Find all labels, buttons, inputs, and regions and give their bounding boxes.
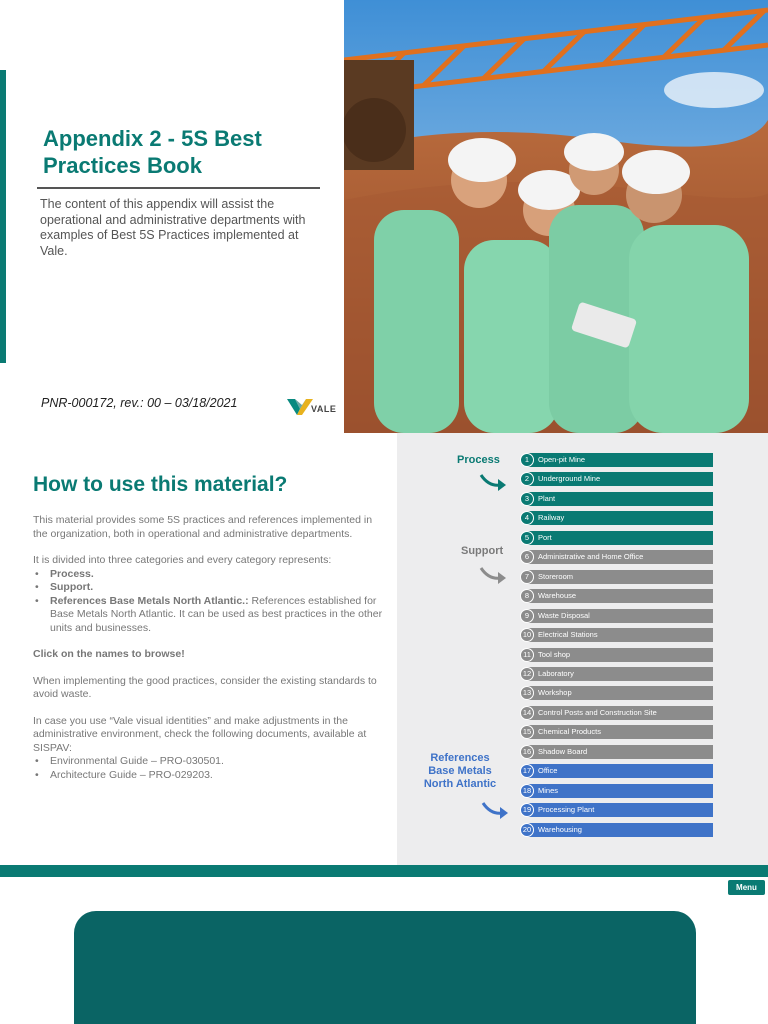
document-item[interactable]: • Architecture Guide – PRO-029203.	[33, 769, 383, 783]
title-divider	[37, 187, 320, 189]
workers-photo	[344, 0, 768, 433]
menu-button[interactable]: Menu	[728, 880, 765, 895]
visual-ids-text: In case you use “Vale visual identities” and make adjustments in the administrative environment, check the following documents, available at SISPAV:	[33, 714, 367, 754]
category-list	[33, 568, 383, 636]
vale-logo-icon	[287, 397, 313, 415]
category-item-12[interactable]	[520, 667, 713, 681]
category-item-6[interactable]	[520, 550, 713, 564]
item-label: Open-pit Mine	[538, 455, 586, 464]
item-number-badge: 16	[520, 745, 534, 759]
document-reference: PNR-000172, rev.: 00 – 03/18/2021	[41, 396, 238, 410]
item-label: Underground Mine	[538, 474, 601, 484]
item-label: Railway	[538, 513, 565, 523]
item-number-badge: 6	[520, 550, 534, 564]
accent-bar	[0, 70, 6, 363]
howto-body	[33, 514, 383, 782]
document-list	[33, 755, 383, 782]
divided-text: It is divided into three categories and every category represents:	[33, 554, 332, 566]
item-label: Workshop	[538, 688, 572, 698]
item-number-badge: 7	[520, 570, 534, 584]
cover-description: The content of this appendix will assist the operational and administrative departments with examples of Best 5S Practices implemented at Vale.	[40, 197, 306, 258]
item-label: Electrical Stations	[538, 630, 598, 640]
item-label: Administrative and Home Office	[538, 552, 644, 562]
category-support: • Support.	[33, 581, 383, 595]
item-label: Shadow Board	[538, 746, 588, 756]
item-number-badge: 1	[520, 453, 534, 467]
vale-logo-text: VALE	[311, 404, 337, 414]
item-number-badge: 10	[520, 628, 534, 642]
category-references: • References Base Metals North Atlantic.: References established for Base Metals North Atlantic. It can be used as best practices in the other units and businesses.	[33, 595, 383, 636]
item-number-badge: 4	[520, 511, 534, 525]
item-number-badge: 9	[520, 609, 534, 623]
item-label: Port	[538, 532, 552, 542]
category-item-1[interactable]	[520, 453, 713, 467]
category-item-10[interactable]	[520, 628, 713, 642]
item-number-badge: 2	[520, 472, 534, 486]
next-slide-card	[74, 911, 696, 1024]
vale-logo	[287, 395, 343, 419]
item-label: Storeroom	[538, 571, 574, 581]
item-label: Warehouse	[538, 591, 577, 601]
item-label: Warehousing	[538, 824, 582, 834]
howto-title: How to use this material?	[33, 473, 288, 496]
item-label: Processing Plant	[538, 805, 595, 815]
implementing-text: When implementing the good practices, consider the existing standards to avoid waste.	[33, 674, 377, 700]
item-label: Control Posts and Construction Site	[538, 707, 657, 717]
category-item-13[interactable]	[520, 686, 713, 700]
category-item-5[interactable]	[520, 531, 713, 545]
item-number-badge: 8	[520, 589, 534, 603]
category-process: • Process.	[33, 568, 383, 582]
item-label: Office	[538, 766, 558, 776]
process-arrow-icon	[479, 471, 507, 493]
click-hint: Click on the names to browse!	[33, 648, 185, 660]
item-number-badge: 15	[520, 725, 534, 739]
item-label: Mines	[538, 785, 559, 795]
category-item-3[interactable]	[520, 492, 713, 506]
item-bar	[527, 531, 713, 545]
category-item-8[interactable]	[520, 589, 713, 603]
categories-panel	[397, 433, 768, 865]
item-label: Tool shop	[538, 649, 571, 659]
item-label: Waste Disposal	[538, 610, 590, 620]
item-number-badge: 11	[520, 648, 534, 662]
category-item-4[interactable]	[520, 511, 713, 525]
item-number-badge: 13	[520, 686, 534, 700]
item-number-badge: 12	[520, 667, 534, 681]
support-arrow-icon	[479, 564, 507, 586]
category-item-15[interactable]	[520, 725, 713, 739]
item-label: Plant	[538, 493, 556, 503]
document-item[interactable]: • Environmental Guide – PRO-030501.	[33, 755, 383, 769]
item-number-badge: 20	[520, 823, 534, 837]
references-arrow-icon	[481, 799, 509, 821]
category-item-16[interactable]	[520, 745, 713, 759]
process-label: Process	[457, 454, 500, 466]
support-label: Support	[461, 545, 504, 557]
item-number-badge: 19	[520, 803, 534, 817]
references-label: References Base Metals North Atlantic	[423, 752, 497, 790]
how-to-use-slide	[0, 433, 768, 865]
category-item-18[interactable]	[520, 784, 713, 798]
item-number-badge: 17	[520, 764, 534, 778]
cover-title: Appendix 2 - 5S Best Practices Book	[43, 126, 262, 178]
item-label: Chemical Products	[538, 727, 601, 737]
item-number-badge: 14	[520, 706, 534, 720]
category-item-2[interactable]	[520, 472, 713, 486]
category-item-7[interactable]	[520, 570, 713, 584]
footer-band	[0, 865, 768, 877]
category-item-9[interactable]	[520, 609, 713, 623]
category-item-17[interactable]	[520, 764, 713, 778]
category-item-20[interactable]	[520, 823, 713, 837]
category-item-19[interactable]	[520, 803, 713, 817]
category-item-11[interactable]	[520, 648, 713, 662]
item-label: Laboratory	[538, 668, 574, 678]
cover-slide	[0, 0, 768, 433]
category-item-14[interactable]	[520, 706, 713, 720]
intro-text: This material provides some 5S practices and references implemented in the organization, both in operational and administrative departments.	[33, 514, 373, 540]
item-number-badge: 3	[520, 492, 534, 506]
item-number-badge: 5	[520, 531, 534, 545]
item-number-badge: 18	[520, 784, 534, 798]
